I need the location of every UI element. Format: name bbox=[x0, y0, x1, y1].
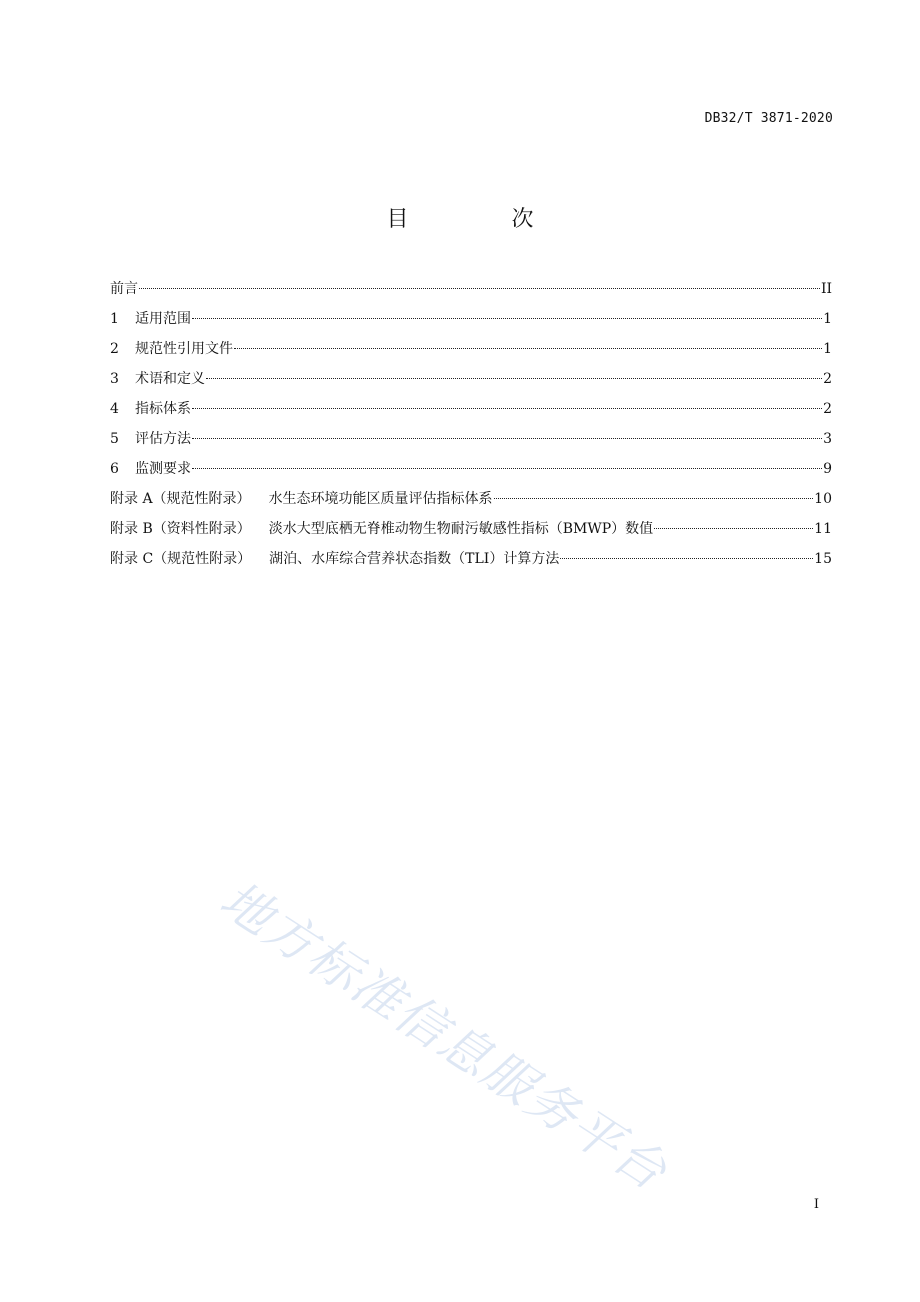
toc-entry-label: 评估方法 bbox=[135, 431, 191, 447]
toc-leader-dots bbox=[560, 558, 813, 559]
toc-entry-page: II bbox=[820, 281, 832, 297]
toc-leader-dots bbox=[206, 378, 822, 379]
toc-entry-label: 术语和定义 bbox=[135, 371, 205, 387]
toc-entry-terms-definitions[interactable] bbox=[110, 368, 832, 398]
toc-entry-indicator-system[interactable] bbox=[110, 398, 832, 428]
toc-entry-assessment-method[interactable] bbox=[110, 428, 832, 458]
toc-entry-label: 水生态环境功能区质量评估指标体系 bbox=[268, 491, 493, 507]
toc-entry-number: 4 bbox=[110, 401, 119, 417]
toc-entry-number: 5 bbox=[110, 431, 119, 447]
toc-entry-appendix-prefix: 附录 C（规范性附录） bbox=[110, 551, 252, 567]
toc-entry-appendix-prefix: 附录 A（规范性附录） bbox=[110, 491, 251, 507]
toc-leader-dots bbox=[192, 408, 822, 409]
toc-entry-appendix-a[interactable] bbox=[110, 488, 832, 518]
toc-entry-normative-references[interactable] bbox=[110, 338, 832, 368]
toc-entry-number: 1 bbox=[110, 311, 119, 327]
toc-entry-page: 10 bbox=[814, 491, 832, 507]
toc-leader-dots bbox=[139, 288, 820, 289]
toc-entry-page: 15 bbox=[814, 551, 832, 567]
toc-entry-page: 2 bbox=[823, 401, 832, 417]
page-number: I bbox=[813, 1197, 819, 1212]
toc-entry-number: 6 bbox=[110, 461, 119, 477]
table-of-contents bbox=[110, 278, 832, 578]
toc-entry-number: 3 bbox=[110, 371, 119, 387]
toc-title: 目 次 bbox=[386, 207, 582, 232]
toc-entry-page: 1 bbox=[823, 341, 832, 357]
toc-entry-label: 淡水大型底栖无脊椎动物生物耐污敏感性指标（BMWP）数值 bbox=[268, 521, 654, 537]
toc-entry-page: 2 bbox=[823, 371, 832, 387]
toc-entry-page: 9 bbox=[823, 461, 832, 477]
toc-entry-scope[interactable] bbox=[110, 308, 832, 338]
standard-code: DB32/T 3871-2020 bbox=[704, 111, 833, 126]
toc-entry-label: 指标体系 bbox=[135, 401, 191, 417]
toc-leader-dots bbox=[494, 498, 814, 499]
toc-leader-dots bbox=[192, 438, 822, 439]
toc-entry-page: 1 bbox=[823, 311, 832, 327]
toc-entry-page: 3 bbox=[823, 431, 832, 447]
toc-entry-monitoring-requirements[interactable] bbox=[110, 458, 832, 488]
toc-entry-appendix-c[interactable] bbox=[110, 548, 832, 578]
watermark: 地方标准信息服务平台 bbox=[210, 870, 678, 1202]
toc-entry-label: 湖泊、水库综合营养状态指数（TLI）计算方法 bbox=[269, 551, 560, 567]
toc-leader-dots bbox=[234, 348, 822, 349]
toc-leader-dots bbox=[192, 468, 822, 469]
toc-entry-foreword[interactable] bbox=[110, 278, 832, 308]
toc-entry-label: 适用范围 bbox=[135, 311, 191, 327]
toc-entry-page: 11 bbox=[814, 521, 832, 537]
toc-leader-dots bbox=[654, 528, 813, 529]
toc-leader-dots bbox=[192, 318, 822, 319]
toc-entry-label: 前言 bbox=[110, 281, 138, 297]
toc-entry-appendix-prefix: 附录 B（资料性附录） bbox=[110, 521, 251, 537]
toc-entry-number: 2 bbox=[110, 341, 119, 357]
toc-entry-label: 监测要求 bbox=[135, 461, 191, 477]
toc-entry-label: 规范性引用文件 bbox=[135, 341, 233, 357]
toc-entry-appendix-b[interactable] bbox=[110, 518, 832, 548]
